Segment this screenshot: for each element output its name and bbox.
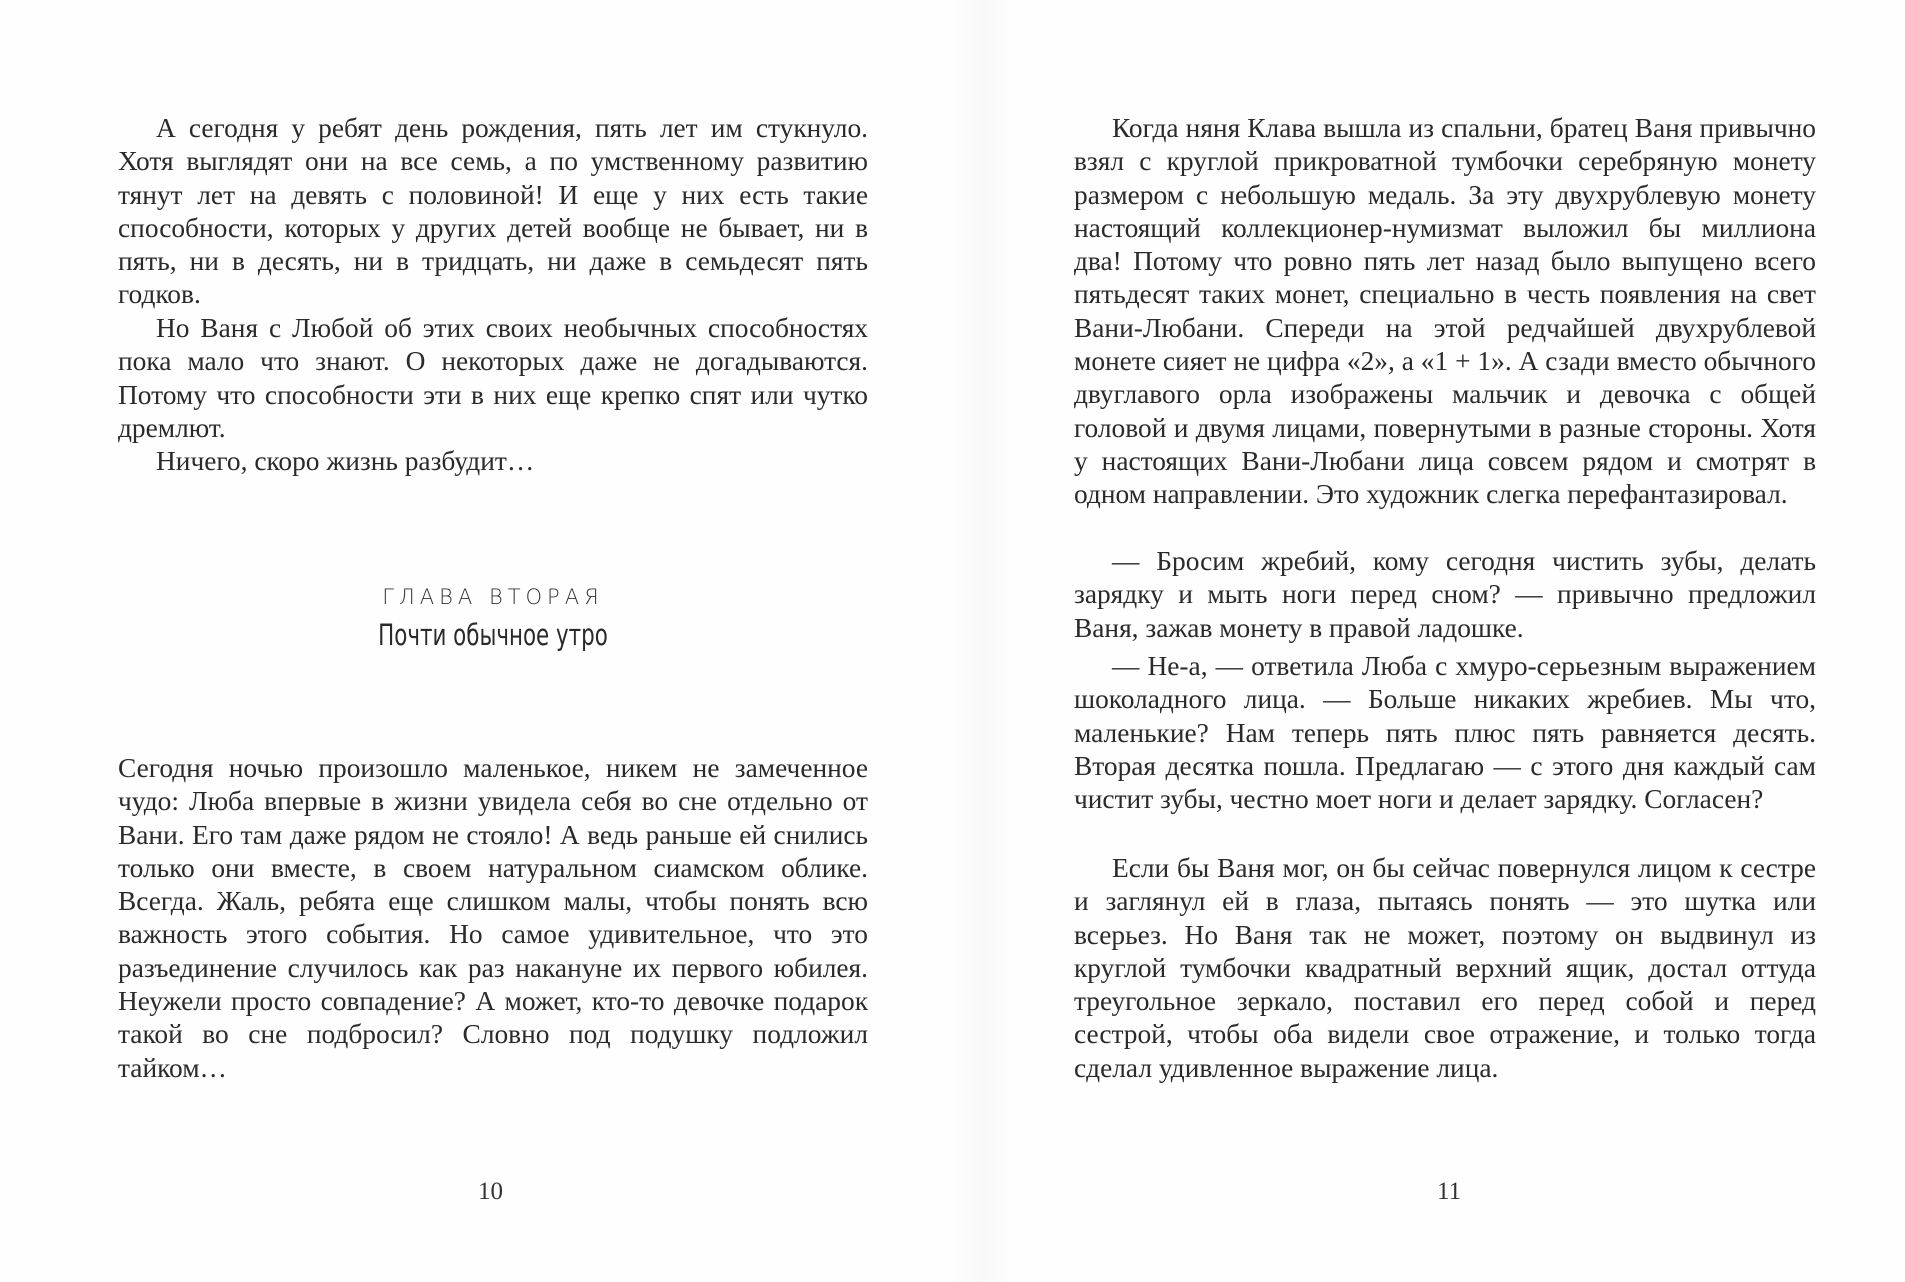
paragraph-3: Ничего, скоро жизнь разбудит… xyxy=(156,446,535,476)
paragraph-2: Но Ваня с Любой об этих своих необычных способностях пока мало что знают. О некоторых даже не догадываются. Потому что способности эти в них еще крепко спят или чутко дремлют. xyxy=(118,313,868,443)
paragraph-3: — Не-а, — ответила Люба с хмуро-серьезным выражением шоколадного лица. — Больше никаких жребиев. Мы что, маленькие? Нам теперь пять плюс пять равняется десять. Вторая десятка пошла. Предлагаю — с этого дня каждый сам чистит зубы, честно моет ноги и делает зарядку. Согласен? xyxy=(1074,651,1816,815)
page-number-left: 10 xyxy=(478,1178,503,1205)
chapter-title: Почти обычное утро xyxy=(378,618,608,652)
right-page xyxy=(952,0,1905,1282)
left-page xyxy=(0,0,952,1282)
chapter-paragraph: Сегодня ночью произошло маленькое, никем не замеченное чудо: Люба впервые в жизни увидела себя во сне отдельно от Вани. Его там даже рядом не стояло! А ведь раньше ей снились только они вместе, в своем натуральном сиамском облике. Всегда. Жаль, ребята еще слишком малы, чтобы понять всю важность этого события. Но самое удивительное, что это разъединение случилось как раз накануне их первого юбилея. Неужели просто совпадение? А может, кто-то девочке подарок такой во сне подбросил? Словно под подушку подложил тайком… xyxy=(118,753,868,1083)
paragraph-1: Когда няня Клава вышла из спальни, братец Ваня привычно взял с круглой прикроватной тумбочки серебряную монету размером с небольшую медаль. За эту двухрублевую монету настоящий коллекционер-нумизмат выложил бы миллиона два! Потому что ровно пять лет назад было выпущено всего пятьдесят таких монет, специально в честь появления на свет Вани-Любани. Спереди на этой редчайшей двухрублевой монете сияет не цифра «2», а «1 + 1». А сзади вместо обычного двуглавого орла изображены мальчик и девочка с общей головой и двумя лицами, повернутыми в разные стороны. Хотя у настоящих Вани-Любани лица совсем рядом и смотрят в одном направлении. Это художник слегка перефантазировал. xyxy=(1074,113,1816,510)
paragraph-4: Если бы Ваня мог, он бы сейчас повернулся лицом к сестре и заглянул ей в глаза, пытаясь понять — это шутка или всерьез. Но Ваня так не может, поэтому он выдвинул из круглой тумбочки квадратный верхний ящик, достал оттуда треугольное зеркало, поставил его перед собой и перед сестрой, чтобы оба видели свое отражение, и только тогда сделал удивленное выражение лица. xyxy=(1074,853,1816,1083)
paragraph-2: — Бросим жребий, кому сегодня чистить зубы, делать зарядку и мыть ноги перед сном? — привычно предложил Ваня, зажав монету в правой ладошке. xyxy=(1074,546,1816,643)
paragraph-1: А сегодня у ребят день рождения, пять лет им стукнуло. Хотя выглядят они на все семь, а по умственному развитию тянут лет на девять с половиной! И еще у них есть такие способности, которых у других детей вообще не бывает, ни в пять, ни в десять, ни в тридцать, ни даже в семьдесят пять годков. xyxy=(118,113,868,310)
page-number-right: 11 xyxy=(1437,1178,1462,1205)
chapter-label: ГЛАВА ВТОРАЯ xyxy=(382,585,604,609)
